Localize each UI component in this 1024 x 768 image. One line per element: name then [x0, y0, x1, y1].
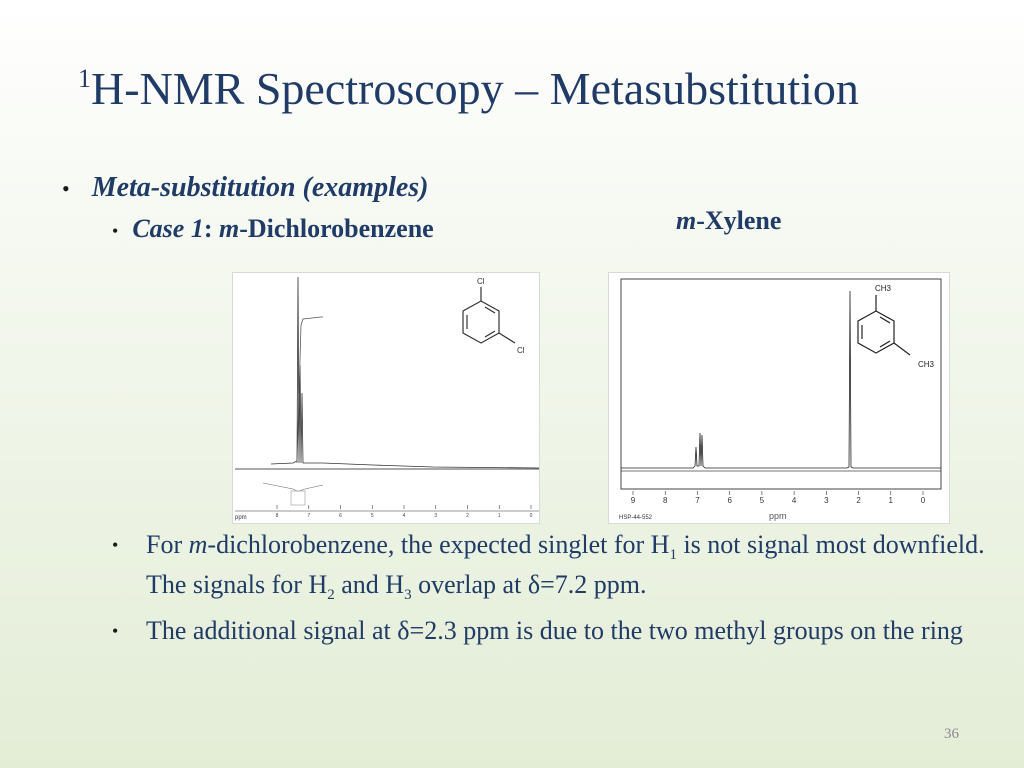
page-number: 36 [944, 726, 959, 742]
note1-sub-1: 1 [669, 547, 677, 564]
bullet-dot-icon: • [112, 221, 119, 241]
spectrum1-expansion-marks [263, 483, 323, 491]
tick-label: 2 [856, 496, 861, 505]
spectrum2-tick-labels [631, 491, 926, 505]
spectrum1-sub-top: Cl [477, 277, 485, 286]
tick-label: 8 [275, 513, 279, 519]
spectrum2-frame [621, 279, 941, 489]
note1-text-c: -dichlorobenzene, the expected singlet for H [207, 530, 670, 559]
tick-label: 0 [920, 496, 926, 505]
spectrum1-tick-labels [276, 505, 533, 519]
note1-text-e: and H [334, 570, 405, 600]
tick-label: 5 [370, 513, 374, 519]
note1-italic-m: m [188, 530, 208, 559]
case-name: -Dichlorobenzene [239, 214, 434, 243]
tick-label: 7 [307, 513, 311, 519]
note2-delta: δ [397, 616, 410, 646]
note1-sub-3: 3 [404, 587, 412, 604]
benzene-ring-icon [858, 295, 910, 355]
note1-text-g: =7.2 ppm. [540, 570, 647, 600]
tick-label: 1 [497, 513, 501, 519]
tick-label: 3 [824, 496, 829, 505]
note-dichlorobenzene [112, 530, 992, 610]
note1-text-f: overlap at [411, 570, 528, 600]
xylene-spectrum-plot [609, 273, 949, 523]
xylene-label [676, 206, 781, 236]
bullet-dot-icon: • [112, 621, 119, 642]
tick-label: 7 [695, 496, 700, 505]
bullet-case-1 [112, 214, 434, 244]
xylene-prefix: m [676, 206, 697, 235]
note-methyl [112, 616, 992, 646]
tick-label: 8 [662, 496, 668, 505]
spectrum2-axis-label: ppm [769, 511, 787, 521]
notes-list [112, 530, 992, 652]
spectrum1-integral-box [291, 491, 305, 505]
note1-sub-2: 2 [327, 587, 335, 604]
tick-label: 9 [630, 496, 636, 505]
tick-label: 2 [466, 513, 469, 519]
title-text: H-NMR Spectroscopy – Metasubstitution [91, 63, 859, 114]
dichlorobenzene-spectrum [232, 272, 540, 524]
tick-label: 3 [434, 513, 438, 519]
tick-label: 4 [402, 513, 406, 519]
tick-label: 6 [727, 496, 732, 505]
note1-text-a: For [146, 530, 189, 559]
tick-label: 4 [791, 496, 797, 505]
xylene-spectrum [608, 272, 950, 524]
tick-label: 6 [339, 513, 342, 519]
tick-label: 5 [759, 496, 765, 505]
bullet-meta-text: Meta-substitution (examples) [91, 172, 429, 203]
case-label: Case 1 [132, 214, 204, 243]
note1-delta: δ [527, 570, 541, 600]
note1-text-d: is not signal most downfield. The signals for H [146, 530, 985, 600]
spectrum2-trace [621, 291, 941, 468]
note2-text-b: =2.3 ppm is due to the two methyl groups on the ring [409, 616, 963, 646]
spectrum1-sub-bottom: Cl [517, 346, 525, 355]
spectrum2-sub-bottom: CH3 [918, 360, 935, 369]
spectrum1-axis-label: ppm [235, 515, 247, 521]
bullet-meta-substitution [62, 172, 429, 204]
case-prefix: m [218, 214, 240, 243]
note2-text-a: The additional signal at [146, 616, 398, 646]
tick-label: 0 [529, 513, 533, 519]
case-colon: : [203, 214, 213, 243]
title-superscript: 1 [78, 64, 91, 93]
bullet-dot-icon: • [112, 535, 119, 555]
dichlorobenzene-spectrum-plot [233, 273, 539, 523]
spectrum2-sub-top: CH3 [875, 284, 892, 293]
spectrum2-code: HSP-44-552 [619, 515, 653, 521]
spectrum1-trace [271, 277, 539, 468]
xylene-name: -Xylene [696, 206, 782, 235]
slide-title [78, 62, 859, 115]
benzene-ring-icon [463, 287, 515, 343]
bullet-dot-icon: • [62, 176, 70, 201]
tick-label: 1 [888, 496, 894, 505]
